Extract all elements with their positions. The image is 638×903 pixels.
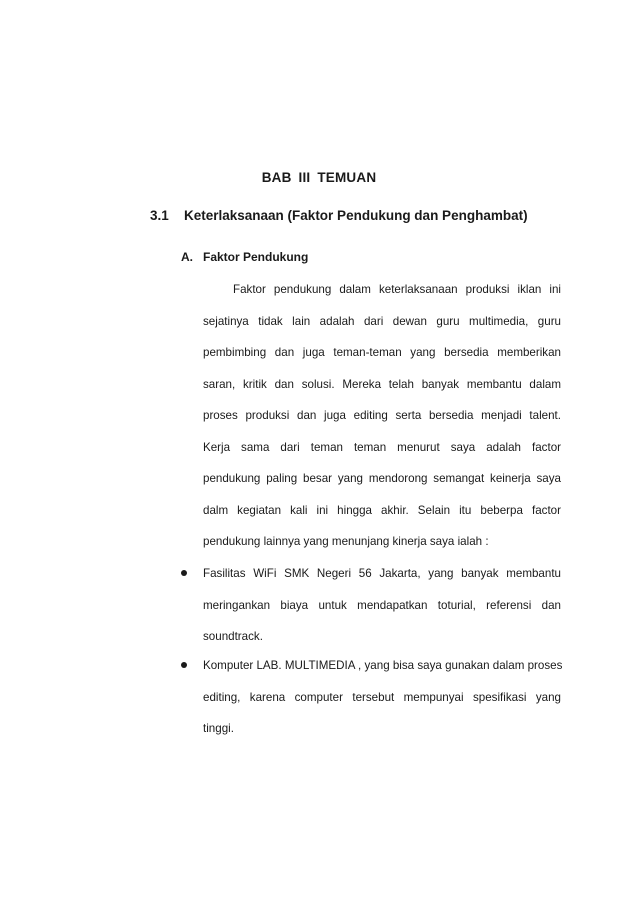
paragraph-line: Faktor pendukung dalam keterlaksanaan produksi iklan ini: [233, 283, 561, 296]
body-paragraph: [203, 274, 561, 558]
paragraph-line: Kerja sama dari teman teman menurut saya adalah factor: [203, 440, 561, 454]
bullet-line: soundtrack.: [203, 630, 263, 643]
section-heading: [150, 208, 528, 223]
bullet-line: Komputer LAB. MULTIMEDIA , yang bisa saya gunakan dalam proses: [203, 659, 563, 672]
subsection-heading: [181, 250, 308, 264]
bullet-line: tinggi.: [203, 722, 234, 735]
bullet-line: meringankan biaya untuk mendapatkan toturial, referensi dan: [203, 598, 561, 612]
bullet-line: Fasilitas WiFi SMK Negeri 56 Jakarta, yang banyak membantu: [203, 567, 561, 580]
paragraph-line: proses produksi dan juga editing serta bersedia menjadi talent.: [203, 409, 561, 422]
paragraph-line: dalm kegiatan kali ini hingga akhir. Selain itu beberpa factor: [203, 503, 561, 517]
bullet-dot-icon: [181, 662, 187, 668]
bullet-line: editing, karena computer tersebut mempunyai spesifikasi yang: [203, 690, 561, 704]
paragraph-line: pendukung lainnya yang menunjang kinerja saya ialah :: [203, 535, 489, 548]
paragraph-line: saran, kritik dan solusi. Mereka telah banyak membantu dalam: [203, 377, 561, 391]
paragraph-line: pendukung paling besar yang mendorong semangat keinerja saya: [203, 472, 561, 485]
section-number: 3.1: [150, 208, 169, 223]
bullet-text: [203, 650, 561, 745]
paragraph-line: pembimbing dan juga teman-teman yang bersedia memberikan: [203, 346, 561, 359]
section-title: Keterlaksanaan (Faktor Pendukung dan Penghambat): [184, 208, 528, 223]
subsection-title: Faktor Pendukung: [203, 250, 309, 264]
subsection-letter: A.: [181, 250, 193, 264]
bullet-text: [203, 558, 561, 653]
chapter-title: BAB III TEMUAN: [261, 170, 377, 185]
bullet-dot-icon: [181, 570, 187, 576]
paragraph-line: sejatinya tidak lain adalah dari dewan guru multimedia, guru: [203, 314, 561, 328]
